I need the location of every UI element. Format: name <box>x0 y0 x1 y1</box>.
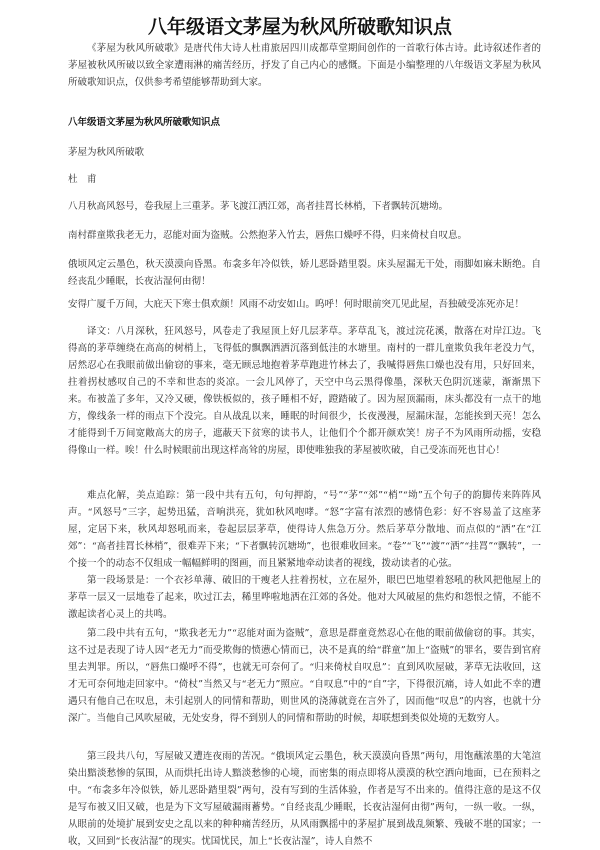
section-heading: 八年级语文茅屋为秋风所破歌知识点 <box>68 117 221 128</box>
page-title: 八年级语文茅屋为秋风所破歌知识点 <box>147 16 452 38</box>
intro-paragraph: 《茅屋为秋风所破歌》是唐代伟大诗人杜甫旅居四川成都草堂期间创作的一首歌行体古诗。此诗叙述作者的茅屋被秋风所破以致全家遭雨淋的痛苦经历，抒发了自己内心的感慨。下面是小编整理的八年级语文茅屋为秋风所破歌知识点，仅供参考希望能够帮助到大家。 <box>68 43 541 88</box>
analysis-intro-paragraph: 难点化解，美点追踪：第一段中共有五句，句句押韵，“号”“茅”“郊”“梢”“坳”五个句子的韵脚传来阵阵风声。“风怒号”三字，起势迅猛，音响洪亮，犹如秋风咆哮。“怒”字富有浓烈的感情色彩：好不容易盖了这座茅屋，定居下来，秋风却怒吼而来，卷起层层茅草，使得诗人焦急万分。然后茅草分散地、而点似的“洒”在“江郊”：“高者挂罥长林梢”，很难弄下来；“下者飘转沉塘坳”，也很难收回来。“卷”“飞”“渡”“洒”“挂罥”“飘转”，一个接一个的动态不仅组成一幅幅鲜明的图画，而且紧紧地牵动读者的视线，拨动读者的心弦。 <box>68 490 541 569</box>
poem-author: 杜 甫 <box>68 174 97 185</box>
stanza2-analysis-paragraph: 第二段中共有五句，“欺我老无力”“忍能对面为盗贼”，意思是群童竟然忍心在他的眼前做偷窃的事。其实，这不过是表现了诗人因“老无力”而受欺侮的愤懑心情而已，决不是真的给“群童”加上“盗贼”的罪名，要告到官府里去判罪。所以，“唇焦口燥呼不得”，也就无可奈何了。“归来倚杖自叹息”：直到风吹屋破，茅草无法收回，这才无可奈何地走回家中。“倚杖”当然又与“老无力”照应。“自叹息”中的“自”字，下得很沉痛，诗人如此不幸的遭遇只有他自己在叹息，未引起别人的同情和帮助，则世风的浇薄就竟在言外了，因而他“叹息”的内容，也就十分深广。当他自己风吹屋破，无处安身，得不到别人的同情和帮助的时候，却联想到类似处境的无数穷人。 <box>68 628 541 724</box>
poem-stanza-2: 南村群童欺我老无力，忍能对面为盗贼。公然抱茅入竹去，唇焦口燥呼不得，归来倚杖自叹息。 <box>68 230 468 241</box>
translation-paragraph: 译文：八月深秋，狂风怒号，风卷走了我屋顶上好几层茅草。茅草乱飞，渡过浣花溪，散落在对岸江边。飞得高的茅草缠绕在高高的树梢上，飞得低的飘飘洒洒沉落到低洼的水塘里。南村的一群儿童欺负我年老没力气，居然忍心在我眼前做出偷窃的事来，毫无顾忌地抱着茅草跑进竹林去了，我喊得唇焦口燥也没有用，只好回来，拄着拐杖感叹自己的不幸和世态的炎凉。一会儿风停了，天空中乌云黑得像墨，深秋天色阴沉迷蒙，渐渐黑下来。布被盖了多年，又冷又硬，像铁板似的，孩子睡相不好，蹬踏破了。因为屋顶漏雨，床头都没有一点干的地方，像线条一样的雨点下个没完。自从战乱以来，睡眠的时间很少，长夜漫漫，屋漏床湿，怎能挨到天亮！怎么才能得到千万间宽敞高大的房子，遮蔽天下贫寒的读书人，让他们个个都开颜欢笑！房子不为风雨所动摇，安稳得像山一样。唉！什么时候眼前出现这样高耸的房屋，即使唯独我的茅屋被吹破，自己受冻而死也甘心！ <box>68 326 541 456</box>
poem-stanza-1: 八月秋高风怒号，卷我屋上三重茅。茅飞渡江洒江郊，高者挂罥长林梢，下者飘转沉塘坳。 <box>68 201 449 212</box>
stanza3-analysis-paragraph: 第三段共八句，写屋破又遭连夜雨的苦况。“俄顷风定云墨色，秋天漠漠向昏黑”两句，用饱蘸浓墨的大笔渲染出黯淡愁惨的氛围，从而烘托出诗人黯淡愁惨的心境，而密集的雨点即将从漠漠的秋空洒向地面，已在预料之中。“布衾多年冷似铁，娇儿恶卧踏里裂”两句，没有写到的生活体验，作者是写不出来的。值得注意的是这不仅是写布被又旧又破，也是为下文写屋破漏雨蓄势。“自经丧乱少睡眠，长夜沾湿何由彻”两句，一纵一收。一纵，从眼前的处境扩展到安史之乱以来的种种痛苦经历，从风雨飘摇中的茅屋扩展到战乱频繁、残破不堪的国家；一收，又回到“长夜沾湿”的现实。忧国忧民，加上“长夜沾湿”，诗人自然不 <box>68 751 541 847</box>
poem-stanza-4: 安得广厦千万间，大庇天下寒士俱欢颜！风雨不动安如山。呜呼！何时眼前突兀见此屋，吾独破受冻死亦足！ <box>68 299 525 310</box>
stanza1-analysis-paragraph: 第一段场景是：一个衣衫单薄、破旧的干瘦老人拄着拐杖，立在屋外，眼巴巴地望着怒吼的秋风把他屋上的茅草一层又一层地卷了起来，吹过江去，稀里哗啦地洒在江郊的各处。他对大风破屋的焦灼和怨恨之情，不能不激起读者心灵上的共鸣。 <box>68 575 541 620</box>
poem-title: 茅屋为秋风所破歌 <box>68 147 145 158</box>
poem-stanza-3: 俄顷风定云墨色，秋天漠漠向昏黑。布衾多年冷似铁，娇儿恶卧踏里裂。床头屋漏无干处，雨脚如麻未断绝。自经丧乱少睡眠，长夜沾湿何由彻！ <box>68 259 541 287</box>
